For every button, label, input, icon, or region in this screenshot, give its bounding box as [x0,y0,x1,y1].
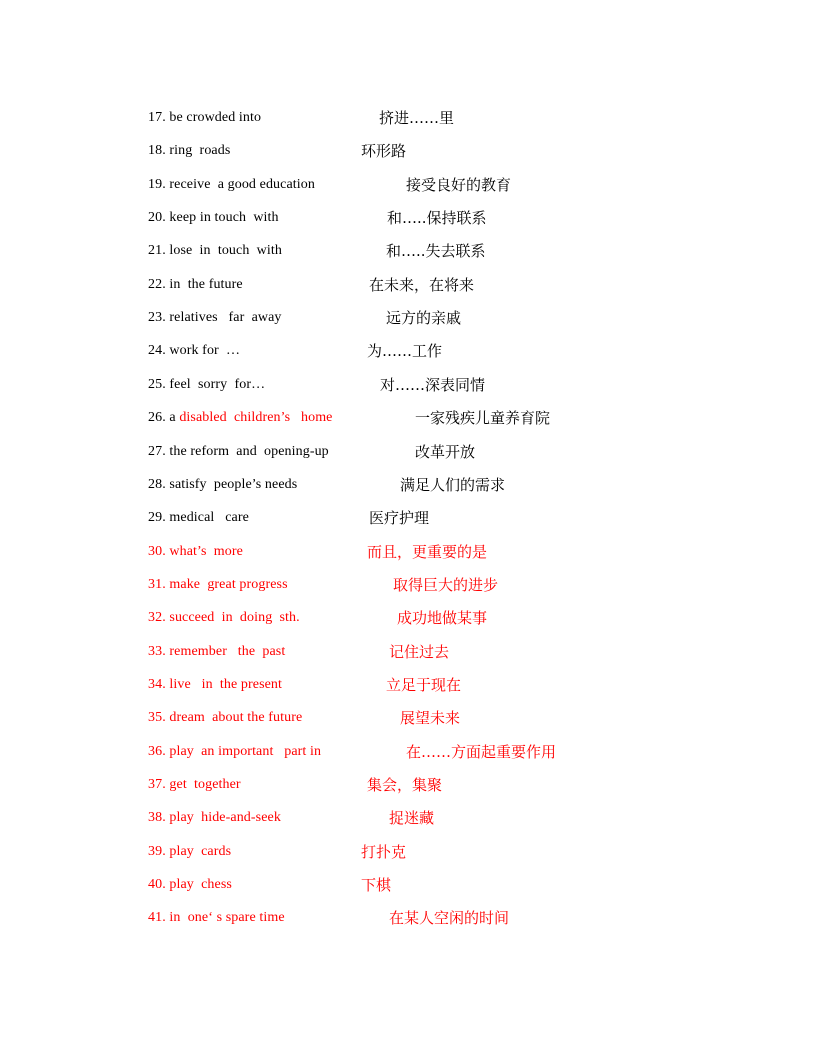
chinese-translation: 打扑克 [361,843,407,861]
chinese-translation: 下棋 [361,876,392,894]
english-phrase: 41. in one‘ s spare time [148,910,285,925]
chinese-translation: 而且，更重要的是 [367,543,488,561]
chinese-translation: 展望未来 [400,709,461,727]
chinese-translation: 和…..失去联系 [386,242,486,260]
english-phrase: 31. make great progress [148,577,288,592]
english-phrase: 37. get together [148,777,241,792]
vocab-row-26 [0,406,816,430]
vocab-row-37 [0,773,816,797]
vocab-row-35 [0,706,816,730]
english-phrase: 30. what’s more [148,544,243,559]
vocab-row-41 [0,906,816,930]
chinese-translation: 远方的亲戚 [386,309,462,327]
english-phrase: 21. lose in touch with [148,243,282,258]
chinese-translation: 在未来，在将来 [369,276,475,294]
english-phrase: 25. feel sorry for… [148,377,266,392]
vocab-row-36 [0,740,816,764]
english-phrase-highlight: disabled children’s home [179,410,333,425]
vocab-row-39 [0,840,816,864]
vocab-row-34 [0,673,816,697]
english-phrase: 33. remember the past [148,644,286,659]
english-phrase: 22. in the future [148,277,243,292]
vocab-row-32 [0,606,816,630]
vocab-row-17 [0,106,816,130]
vocab-row-29 [0,506,816,530]
english-phrase: 24. work for … [148,343,241,358]
vocab-row-33 [0,640,816,664]
english-phrase: 20. keep in touch with [148,210,279,225]
vocab-row-20 [0,206,816,230]
vocab-row-28 [0,473,816,497]
vocab-row-25 [0,373,816,397]
chinese-translation: 对……深表同情 [380,376,486,394]
english-phrase: 23. relatives far away [148,310,282,325]
chinese-translation: 接受良好的教育 [406,176,512,194]
chinese-translation: 在……方面起重要作用 [406,743,557,761]
english-phrase: 34. live in the present [148,677,283,692]
chinese-translation: 一家残疾儿童养育院 [415,409,551,427]
chinese-translation: 集会，集聚 [367,776,443,794]
chinese-translation: 医疗护理 [369,509,430,527]
english-phrase: 17. be crowded into [148,110,262,125]
english-phrase: 38. play hide-and-seek [148,810,281,825]
chinese-translation: 满足人们的需求 [400,476,506,494]
chinese-translation: 环形路 [361,142,407,160]
english-phrase: 35. dream about the future [148,710,303,725]
english-phrase: 27. the reform and opening-up [148,444,329,459]
english-phrase: 18. ring roads [148,143,231,158]
vocab-row-24 [0,339,816,363]
vocab-row-19 [0,173,816,197]
vocab-row-31 [0,573,816,597]
vocab-row-18 [0,139,816,163]
chinese-translation: 记住过去 [389,643,450,661]
english-phrase: 36. play an important part in [148,744,322,759]
chinese-translation: 捉迷藏 [389,809,435,827]
english-phrase: 19. receive a good education [148,177,315,192]
english-phrase: 28. satisfy people’s needs [148,477,298,492]
vocab-row-38 [0,806,816,830]
vocab-row-40 [0,873,816,897]
vocab-row-27 [0,440,816,464]
vocab-row-30 [0,540,816,564]
chinese-translation: 改革开放 [415,443,476,461]
vocab-row-23 [0,306,816,330]
vocab-row-21 [0,239,816,263]
chinese-translation: 为……工作 [367,342,443,360]
english-phrase: 29. medical care [148,510,249,525]
english-phrase: 39. play cards [148,844,232,859]
chinese-translation: 成功地做某事 [397,609,488,627]
chinese-translation: 在某人空闲的时间 [389,909,510,927]
chinese-translation: 立足于现在 [386,676,462,694]
chinese-translation: 挤进……里 [379,109,455,127]
chinese-translation: 取得巨大的进步 [393,576,499,594]
english-phrase: 40. play chess [148,877,232,892]
chinese-translation: 和…..保持联系 [387,209,487,227]
english-phrase: 26. a disabled children’s home [148,410,333,425]
vocab-row-22 [0,273,816,297]
english-phrase: 32. succeed in doing sth. [148,610,300,625]
